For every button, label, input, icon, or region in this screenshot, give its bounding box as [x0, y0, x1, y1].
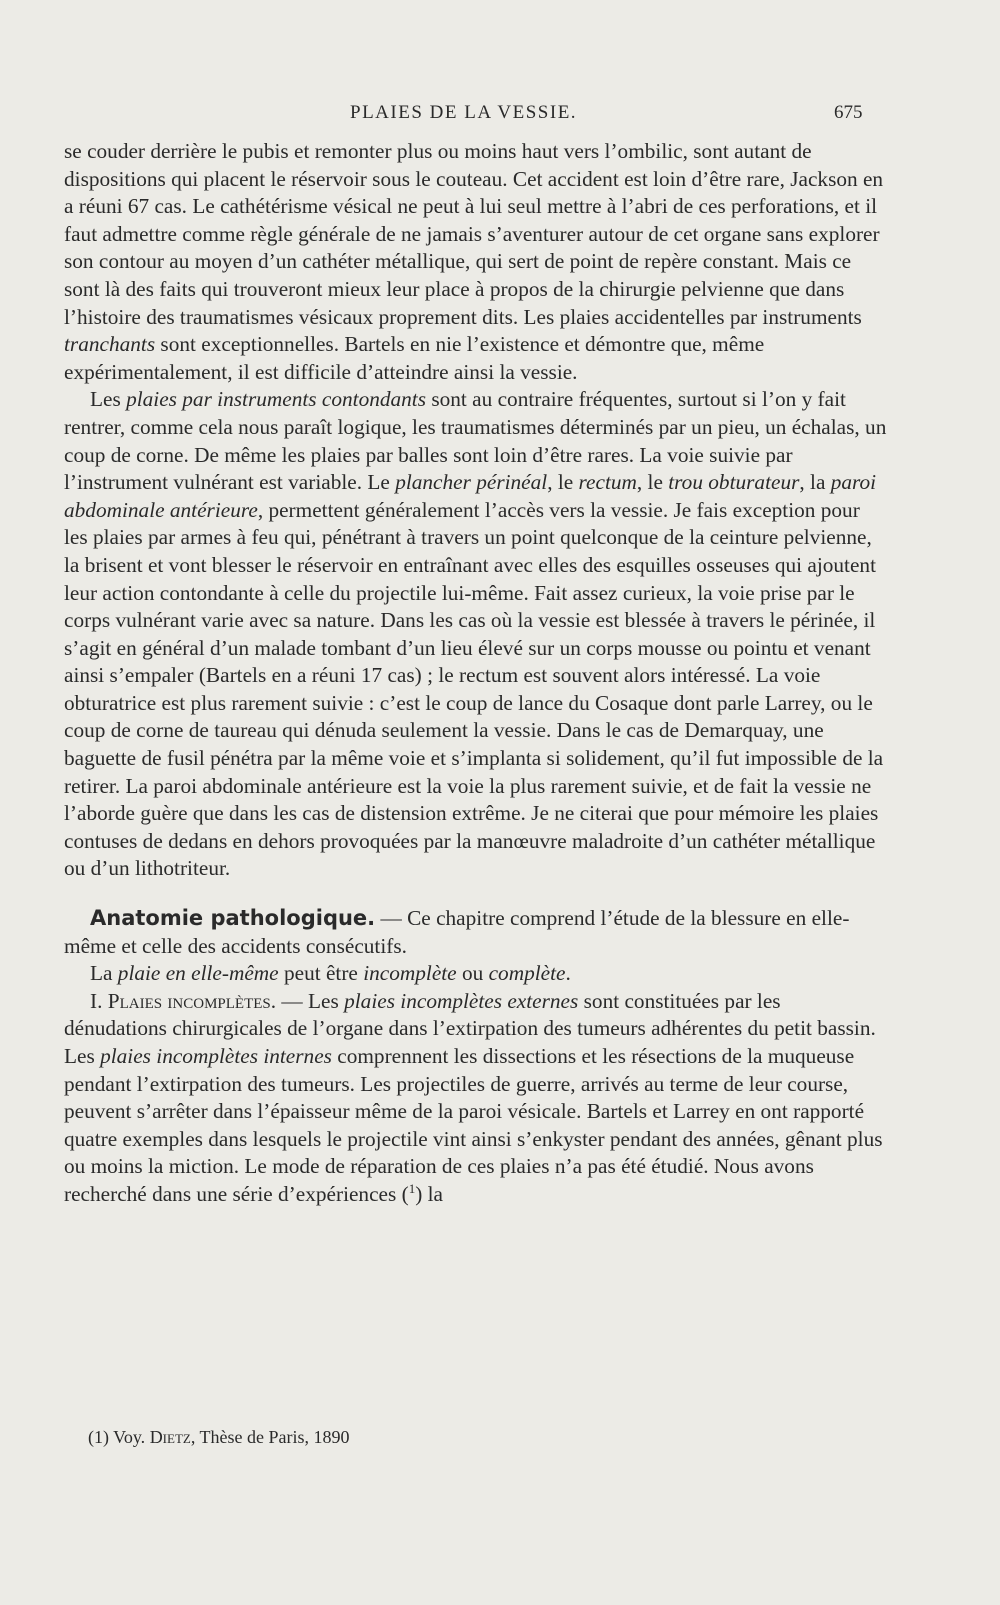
footnote-ref: 1 [408, 1180, 416, 1196]
text-run: , la [799, 470, 831, 495]
paragraph-1 [64, 138, 887, 386]
text-run: ou [456, 961, 489, 986]
paragraph-4 [64, 960, 887, 988]
text-run: Voy. [109, 1427, 150, 1447]
text-run: peut être [278, 961, 364, 986]
text-run: — Ce chapitre comprend l’étude de la blessure en elle-même et celle des accidents consécutifs. [64, 906, 850, 958]
text-run: , Thèse de Paris, 1890 [190, 1427, 350, 1447]
italic-run: tranchants [64, 332, 156, 357]
text-run: ) la [415, 1181, 443, 1206]
italic-run: complète [488, 961, 566, 986]
paragraph-2 [64, 386, 887, 883]
text-run: sont exceptionnelles. Bartels en nie l’existence et démontre que, même expérimentalement, il est difficile d’atteindre ainsi la vessie. [64, 332, 765, 384]
section-heading: Anatomie pathologique. [90, 906, 376, 931]
text-run: se couder derrière le pubis et remonter plus ou moins haut vers l’ombilic, sont autant de dispositions qui placent le réservoir sous le couteau. Cet accident est loin d’être rare, Jackson en a réuni 67 cas. Le cathétérisme vésical ne peut à lui seul mettre à l’abri de ces perforations, et il faut admettre comme règle générale de ne jamais s’aventurer autour de cet organe sans explorer son contour au moyen d’un cathéter métallique, qui sert de point de repère constant. Mais ce sont là des faits qui trouveront mieux leur place à propos de la chirurgie pelvienne que dans l’histoire des traumatismes vésicaux proprement dits. Les plaies accidentelles par instruments [64, 139, 884, 329]
text-run: , permettent généralement l’accès vers la vessie. Je fais exception pour les plaies par armes à feu qui, pénétrant à travers un point quelconque de la ceinture pelvienne, la brisent et vont blesser le réservoir en entraînant avec elles des esquilles osseuses qui ajoutent leur action contondante à celle du projectile lui-même. Fait assez curieux, la voie prise par le corps vulnérant varie avec sa nature. Dans les cas où la vessie est blessée à travers le périnée, il s’agit en général d’un malade tombant d’un lieu élevé sur un corps mousse ou pointu et venant ainsi s’empaler (Bartels en a réuni 17 cas) ; le rectum est souvent alors intéressé. La voie obturatrice est plus rarement suivie : c’est le coup de lance du Cosaque dont parle Larrey, ou le coup de corne de taureau qui dénuda seulement la vessie. Dans le cas de Demarquay, une baguette de fusil pénétra par la même voie et s’implanta si solidement, qu’il fut impossible de la retirer. La paroi abdominale antérieure est la voie la plus rarement suivie, et de fait la vessie ne l’aborde guère que dans les cas de distension extrême. Je ne citerai que pour mémoire les plaies contuses de dedans en dehors provoquées par la manœuvre maladroite d’un cathéter métallique ou d’un lithotriteur. [64, 497, 884, 881]
footnote-author: Dietz [149, 1427, 191, 1447]
running-title: PLAIES DE LA VESSIE. [350, 102, 578, 123]
italic-run: plaies incomplètes externes [344, 988, 579, 1013]
italic-run: incomplète [363, 961, 457, 986]
body-text [64, 138, 887, 1209]
text-run: sont constituées par les dénudations chirurgicales de l’organe dans l’extirpation des tumeurs adhérentes du petit bassin. Les [64, 988, 876, 1068]
italic-run: trou obturateur [668, 470, 800, 495]
footnote [88, 1425, 350, 1449]
smallcaps-subheading: Plaies incomplètes [107, 988, 271, 1013]
paragraph-5 [64, 988, 887, 1209]
italic-run: rectum [578, 470, 637, 495]
text-run: I. [90, 988, 108, 1013]
paragraph-3 [64, 905, 887, 960]
italic-run: plaie en elle-même [117, 961, 279, 986]
italic-run: plaies par instruments contondants [126, 387, 427, 412]
text-run: Les [90, 387, 127, 412]
text-run: , le [547, 470, 579, 495]
text-run: . — Les [270, 988, 345, 1013]
footnote-marker: (1) [88, 1427, 109, 1447]
italic-run: paroi abdominale antérieure [64, 470, 877, 522]
text-run: comprennent les dissections et les résections de la muqueuse pendant l’extirpation des tumeurs. Les projectiles de guerre, arrivés au terme de leur course, peuvent s’arrêter dans l’épaisseur même de la paroi vésicale. Bartels et Larrey en ont rapporté quatre exemples dans lesquels le projectile vint ainsi s’enkyster pendant des années, gênant plus ou moins la miction. Le mode de réparation de ces plaies n’a pas été étudié. Nous avons recherché dans une série d’expériences ( [64, 1044, 883, 1206]
italic-run: plaies incomplètes internes [100, 1044, 332, 1068]
text-run: . [565, 961, 571, 986]
text-run: , le [636, 470, 669, 495]
text-run: sont au contraire fréquentes, surtout si l’on y fait rentrer, comme cela nous paraît logique, les traumatismes déterminés par un pieu, un échalas, un coup de corne. De même les plaies par balles sont loin d’être rares. La voie suivie par l’instrument vulnérant est variable. Le [64, 387, 887, 495]
italic-run: plancher périnéal [395, 470, 548, 495]
page-number: 675 [834, 102, 863, 123]
text-run: La [90, 961, 118, 986]
running-head [0, 102, 1000, 132]
